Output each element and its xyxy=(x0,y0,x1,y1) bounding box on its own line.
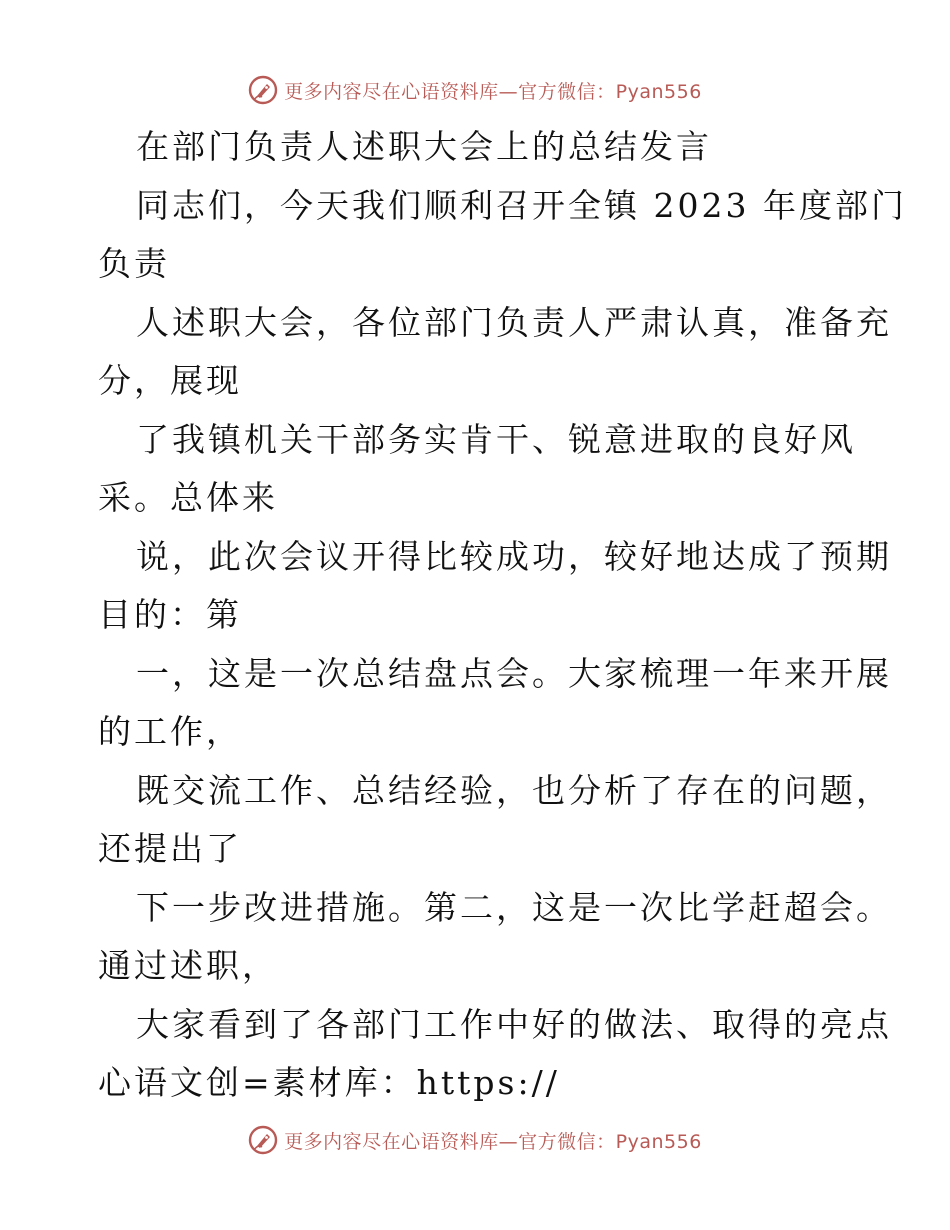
text-line: 通过述职， xyxy=(98,946,278,985)
text-line: 的工作， xyxy=(98,712,242,751)
pen-nib-logo-icon xyxy=(248,75,278,105)
document-body xyxy=(98,118,907,1113)
banner-text: 更多内容尽在心语资料库—官方微信：Pyan556 xyxy=(284,80,702,103)
banner-text: 更多内容尽在心语资料库—官方微信：Pyan556 xyxy=(284,1130,702,1153)
text-line: 既交流工作、总结经验，也分析了存在的问题， xyxy=(136,770,892,810)
text-line: 下一步改进措施。第二，这是一次比学赶超会。 xyxy=(136,887,892,927)
pen-nib-logo-icon xyxy=(248,1125,278,1155)
text-line: 目的：第 xyxy=(98,595,242,634)
text-line: 说，此次会议开得比较成功，较好地达成了预期 xyxy=(136,536,892,576)
header-banner xyxy=(0,70,950,110)
text-line: 大家看到了各部门工作中好的做法、取得的亮点 xyxy=(136,1004,892,1044)
footer-banner xyxy=(0,1120,950,1160)
text-line: 了我镇机关干部务实肯干、锐意进取的良好风 xyxy=(136,419,856,459)
text-line: 一，这是一次总结盘点会。大家梳理一年来开展 xyxy=(136,653,892,693)
text-line: 人述职大会，各位部门负责人严肃认真，准备充 xyxy=(136,302,892,342)
text-line: 心语文创=素材库：https:// xyxy=(98,1063,560,1102)
text-line: 负责 xyxy=(98,244,170,283)
document-title: 在部门负责人述职大会上的总结发言 xyxy=(136,127,712,166)
text-line: 同志们，今天我们顺利召开全镇 2023 年度部门 xyxy=(136,185,907,225)
text-line: 还提出了 xyxy=(98,829,242,868)
text-line: 采。总体来 xyxy=(98,478,278,517)
text-line: 分，展现 xyxy=(98,361,242,400)
